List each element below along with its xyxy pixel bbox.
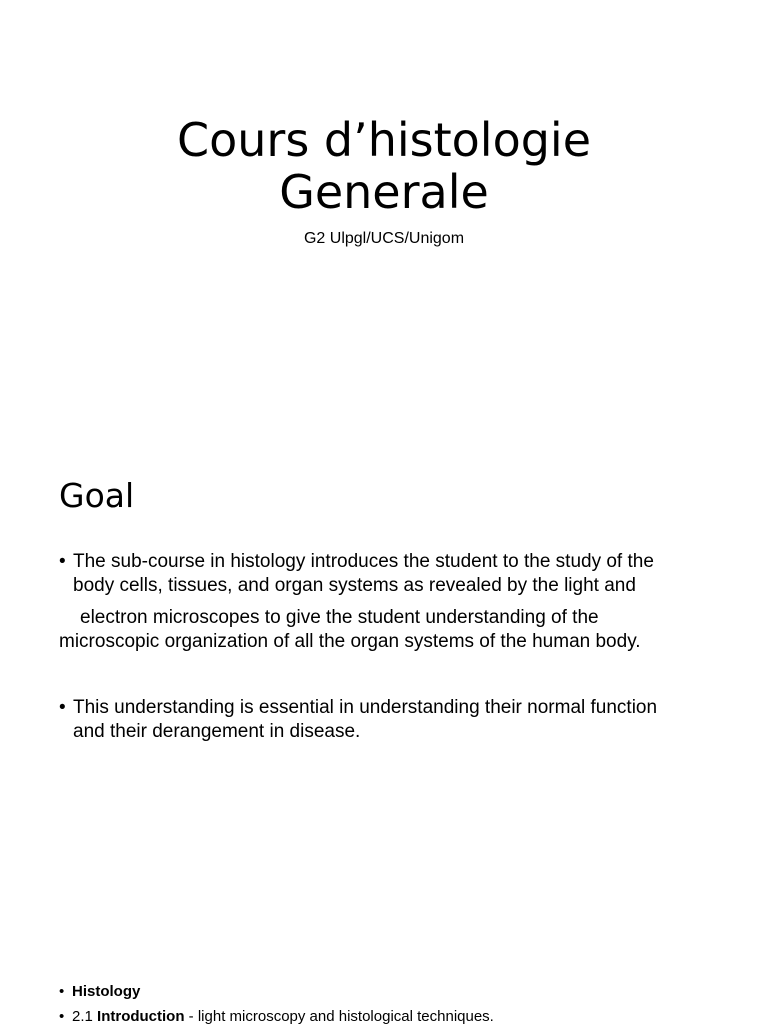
course-title-line2: Generale bbox=[279, 165, 489, 219]
course-title bbox=[0, 114, 768, 218]
bullet-icon: • bbox=[59, 551, 66, 572]
goal-slide bbox=[0, 432, 768, 864]
bullet-icon: • bbox=[59, 983, 65, 1000]
bullet-icon: • bbox=[59, 697, 66, 718]
course-subtitle: G2 Ulpgl/UCS/Unigom bbox=[303, 230, 465, 247]
goal-bullet-2-line-1: • This understanding is essential in understanding their normal function bbox=[59, 697, 658, 718]
goal-bullet-1-line-1: • The sub-course in histology introduces the student to the study of the bbox=[59, 551, 654, 572]
goal-heading: Goal bbox=[59, 476, 135, 515]
course-title-line1: Cours d’histologie bbox=[176, 113, 592, 167]
goal-bullet-1-line-4: microscopic organization of all the organ systems of the human body. bbox=[59, 631, 641, 652]
outline-slide bbox=[0, 864, 768, 1024]
title-slide bbox=[0, 0, 768, 432]
goal-bullet-1-line-2: body cells, tissues, and organ systems as revealed by the light and bbox=[73, 575, 636, 596]
outline-item-introduction: • 2.1 Introduction - light microscopy and histological techniques. bbox=[59, 1007, 494, 1024]
goal-bullet-2-line-2: and their derangement in disease. bbox=[73, 721, 361, 742]
outline-item-histology: • Histology bbox=[59, 983, 141, 1000]
bullet-icon: • bbox=[59, 1008, 65, 1024]
goal-bullet-1-line-3: electron microscopes to give the student understanding of the bbox=[80, 607, 599, 628]
